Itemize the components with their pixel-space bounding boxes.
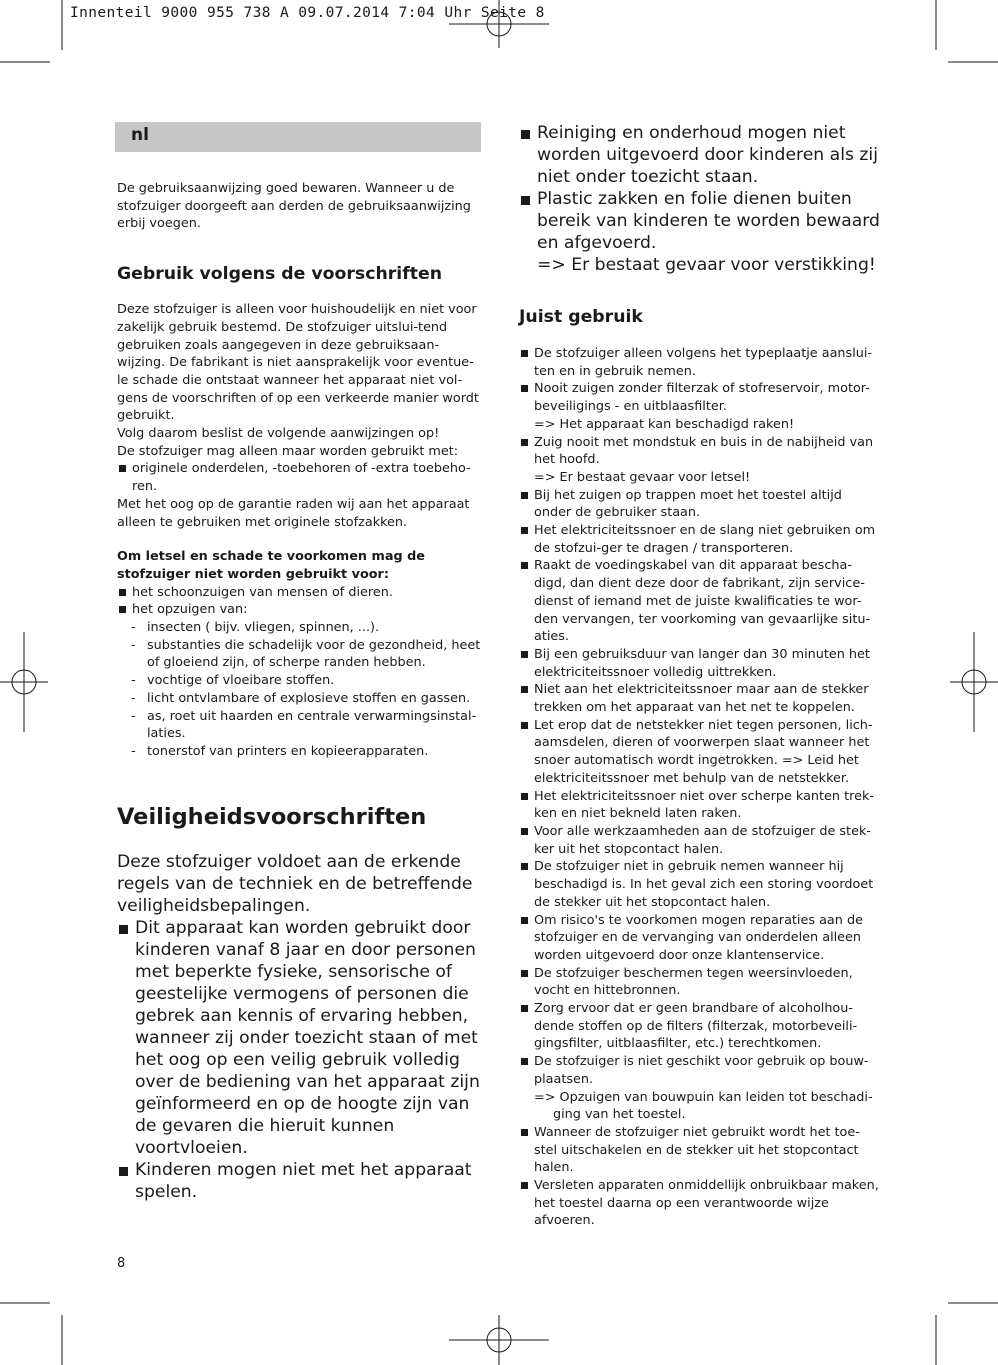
gebruik-paragraph-2: Volg daarom beslist de volgende aanwijzingen op! xyxy=(117,426,440,442)
gebruik-paragraph-3: De stofzuiger mag alleen maar worden gebruikt met: xyxy=(117,443,459,459)
right-column xyxy=(519,122,881,1230)
list-item: Zuig nooit met mondstuk en buis in de nabijheid van het hoofd. xyxy=(519,434,881,469)
heading-veiligheid: Veiligheidsvoorschriften xyxy=(117,803,427,830)
list-item: Bij het zuigen op trappen moet het toestel altijd onder de gebruiker staan. xyxy=(519,487,881,522)
letsel-heading: Om letsel en schade te voorkomen mag de stofzuiger niet worden gebruikt voor: xyxy=(117,549,425,582)
list-item: het opzuigen van: xyxy=(117,601,483,619)
warning-note: => Er bestaat gevaar voor verstikking! xyxy=(537,255,876,275)
list-item: originele onderdelen, -toebehoren of -extra toebeho-ren. xyxy=(117,460,483,495)
list-item: Het elektriciteitssnoer niet over scherpe kanten trek-ken en niet bekneld laten raken. xyxy=(519,788,881,823)
dash-item: - as, roet uit haarden en centrale verwarmingsinstal-laties. xyxy=(131,708,477,742)
list-item: Voor alle werkzaamheden aan de stofzuiger de stek-ker uit het stopcontact halen. xyxy=(519,823,881,858)
list-item: Plastic zakken en folie dienen buiten bereik van kinderen te worden bewaard en afgevoerd. xyxy=(519,188,881,254)
dash-item: - substanties die schadelijk voor de gezondheid, heet of gloeiend zijn, of scherpe randen hebben. xyxy=(131,637,481,671)
list-item: Om risico's te voorkomen mogen reparaties aan de stofzuiger en de vervanging van onderdelen alleen worden uitgevoerd door onze klantenservice. xyxy=(519,912,881,965)
list-item: Nooit zuigen zonder filterzak of stofreservoir, motor-beveiligings - en uitblaasfilter. xyxy=(519,380,881,415)
list-item: Kinderen mogen niet met het apparaat spelen. xyxy=(117,1159,483,1203)
print-header: Innenteil 9000 955 738 A 09.07.2014 7:04 Uhr Seite 8 xyxy=(70,5,545,21)
list-item: De stofzuiger beschermen tegen weersinvloeden, vocht en hittebronnen. xyxy=(519,965,881,1000)
list-item: Dit apparaat kan worden gebruikt door kinderen vanaf 8 jaar en door personen met beperkte fysieke, sensorische of geestelijke vermogens of personen die gebrek aan kennis of ervaring hebben, wanneer zij onder toezicht staan of met het oog op een veilig gebruik volledig over de bediening van het apparaat zijn geïnformeerd en op de hoogte zijn van de gevaren die hieruit kunnen voortvloeien. xyxy=(117,917,483,1159)
list-item: Raakt de voedingskabel van dit apparaat bescha-digd, dan dient deze door de fabrikant, zijn service-dienst of iemand met de juiste kwalificaties te wor-den vervangen, ter voorkoming van gevaarlijke situ-aties. xyxy=(519,557,881,646)
list-item: Het elektriciteitssnoer en de slang niet gebruiken om de stofzui-ger te dragen / transporteren. xyxy=(519,522,881,557)
juist-gebruik-list xyxy=(519,345,881,1230)
list-item: De stofzuiger niet in gebruik nemen wanneer hij beschadigd is. In het geval zich een storing voordoet de stekker uit het stopcontact halen. xyxy=(519,858,881,911)
left-column xyxy=(117,122,483,1203)
list-item: Zorg ervoor dat er geen brandbare of alcoholhou-dende stoffen op de filters (filterzak, motorbeveili-gingsfilter, uitblaasfilter, etc.) terechtkomen. xyxy=(519,1000,881,1053)
intro-text: De gebruiksaanwijzing goed bewaren. Wanneer u de stofzuiger doorgeeft aan derden de gebruiksaanwijzing erbij voegen. xyxy=(117,181,471,232)
list-item: De stofzuiger alleen volgens het typeplaatje aanslui-ten en in gebruik nemen. xyxy=(519,345,881,380)
list-item: De stofzuiger is niet geschikt voor gebruik op bouw-plaatsen. xyxy=(519,1053,881,1088)
list-item: Niet aan het elektriciteitssnoer maar aan de stekker trekken om het apparaat van het net te koppelen. xyxy=(519,681,881,716)
dash-item: - licht ontvlambare of explosieve stoffen en gassen. xyxy=(131,690,471,706)
gebruik-paragraph-4: Met het oog op de garantie raden wij aan het apparaat alleen te gebruiken met originele stofzakken. xyxy=(117,496,470,530)
list-item: Wanneer de stofzuiger niet gebruikt wordt het toe-stel uitschakelen en de stekker uit het stopcontact halen. xyxy=(519,1124,881,1177)
dash-item: - insecten ( bijv. vliegen, spinnen, ...). xyxy=(131,620,380,636)
page-number: 8 xyxy=(117,1256,126,1271)
list-item: Reiniging en onderhoud mogen niet worden uitgevoerd door kinderen als zij niet onder toezicht staan. xyxy=(519,122,881,188)
heading-juist-gebruik: Juist gebruik xyxy=(519,307,643,327)
gebruik-paragraph-1: Deze stofzuiger is alleen voor huishoudelijk en niet voor zakelijk gebruik bestemd. De stofzuiger uitslui-tend gebruiken zoals aangegeven in deze gebruiksaan-wijzing. De fabrikant is niet aansprakelijk voor eventue-le schade die ontstaat wanneer het apparaat niet vol-gens de voorschriften of op een verkeerde manier wordt gebruikt. xyxy=(117,302,479,424)
item-note: => Het apparaat kan beschadigd raken! xyxy=(534,416,795,432)
item-note: => Er bestaat gevaar voor letsel! xyxy=(534,469,751,485)
veiligheid-intro: Deze stofzuiger voldoet aan de erkende regels van de techniek en de betreffende veiligheidsbepalingen. xyxy=(117,851,473,916)
list-item: Let erop dat de netstekker niet tegen personen, lich-aamsdelen, dieren of voorwerpen slaat wanneer het snoer automatisch wordt ingetrokken. => Leid het elektriciteitssnoer met behulp van de netstekker. xyxy=(519,717,881,788)
item-note: => Opzuigen van bouwpuin kan leiden tot beschadi-ging van het toestel. xyxy=(534,1089,873,1123)
list-item: Versleten apparaten onmiddellijk onbruikbaar maken, het toestel daarna op een verantwoorde wijze afvoeren. xyxy=(519,1177,881,1230)
heading-gebruik: Gebruik volgens de voorschriften xyxy=(117,264,443,285)
language-label: nl xyxy=(131,125,149,145)
list-item: het schoonzuigen van mensen of dieren. xyxy=(117,584,483,602)
dash-item: - vochtige of vloeibare stoffen. xyxy=(131,673,335,689)
list-item: Bij een gebruiksduur van langer dan 30 minuten het elektriciteitssnoer volledig uittrekken. xyxy=(519,646,881,681)
dash-item: - tonerstof van printers en kopieerapparaten. xyxy=(131,743,429,759)
